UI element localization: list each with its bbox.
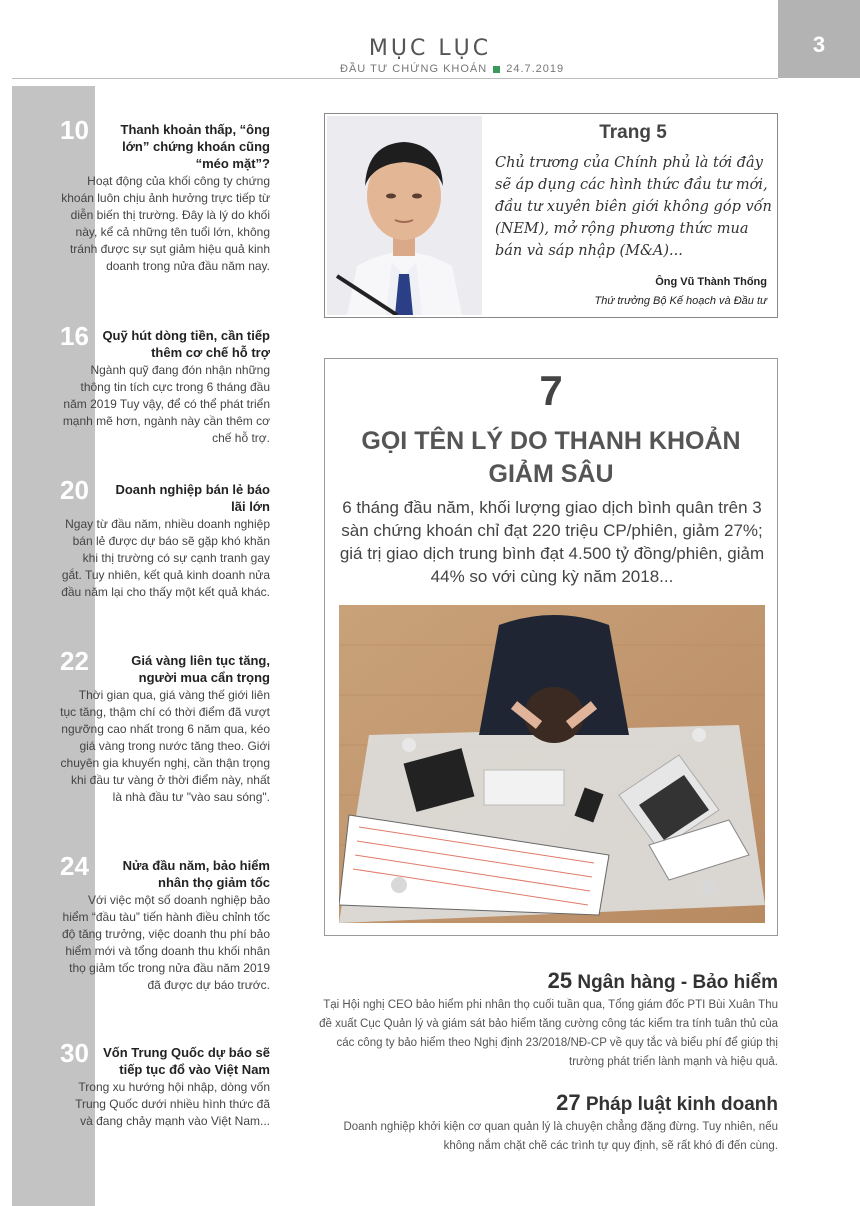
toc-page-number: 20 [60,475,89,505]
section-item[interactable] [318,968,778,1072]
quote-title: Trang 5 [599,122,667,143]
toc-summary: Thời gian qua, giá vàng thế giới liên tục tăng, thậm chí có thời điểm đã vượt ngưỡng cao nhất trong 6 năm qua, kéo giá vàng trong nước tăng theo. Giới chuyên gia khuyến nghị, cần thận trọng khi đầu tư vàng ở thời điểm này, nhất là nhà đầu tư "vào sau sóng". [60,688,270,804]
toc-page-number: 24 [60,851,89,881]
feature-page-number: 7 [539,367,563,414]
toc-item[interactable] [60,321,270,447]
section-page-number: 25 [547,968,573,993]
section-heading [318,1090,778,1116]
page-title: MỤC LỤC [368,36,492,61]
toc-item[interactable] [60,1038,270,1130]
toc-title: Thanh khoản thấp, “ông lớn” chứng khoán cũng “méo mặt”? [120,122,270,171]
section-page-number: 27 [556,1090,581,1115]
quote-role: Thứ trưởng Bộ Kế hoạch và Đầu tư [594,295,767,307]
section-title: Ngân hàng - Bảo hiểm [577,972,778,993]
publication-name: ĐẦU TƯ CHỨNG KHOÁN [340,63,488,75]
toc-title: Giá vàng liên tục tăng, người mua cẩn trọng [131,653,270,685]
issue-date: 24.7.2019 [506,63,565,75]
toc-page-number: 22 [60,646,89,676]
toc-summary: Trong xu hướng hội nhập, dòng vốn Trung Quốc dưới nhiều hình thức đã và đang chảy mạnh vào Việt Nam... [75,1080,270,1128]
toc-summary: Hoạt động của khối công ty chứng khoán luôn chịu ảnh hưởng trực tiếp từ diễn biến thị trường. Đây là lý do khối này, kể cả những tên tuổi lớn, không tránh được sự sụt giảm hiệu quả kinh doanh trong nửa đầu năm nay. [61,174,270,273]
quote-box[interactable] [324,113,778,318]
toc-item[interactable] [60,851,270,994]
feature-title [325,425,777,491]
toc-title: Vốn Trung Quốc dự báo sẽ tiếp tục đổ vào Việt Nam [103,1045,270,1077]
section-summary: Tại Hội nghị CEO bảo hiểm phi nhân thọ cuối tuần qua, Tổng giám đốc PTI Bùi Xuân Thu đề xuất Cục Quản lý và giám sát bảo hiểm tăng cường công tác kiểm tra tính tuân thủ của các công ty bảo hiểm theo Nghị định 23/2018/NĐ-CP về quy tắc và biểu phí để giúp thị trường phát triển lành mạnh và hiệu quả. [319,999,778,1068]
feature-summary: 6 tháng đầu năm, khối lượng giao dịch bình quân trên 3 sàn chứng khoán chỉ đạt 220 triệu CP/phiên, giảm 27%; giá trị giao dịch trung bình đạt 4.500 tỷ đồng/phiên, giảm 44% so với cùng kỳ năm 2018... [339,498,765,586]
toc-title: Quỹ hút dòng tiền, cần tiếp thêm cơ chế hỗ trợ [102,328,270,360]
portrait-photo [327,116,482,315]
quote-text: Chủ trương của Chính phủ là tới đây sẽ áp dụng các hình thức đầu tư mới, đầu tư xuyên biên giới không góp vốn (NEM), mở rộng phương thức mua bán và sáp nhập (M&A)... [495,155,772,259]
toc-item[interactable] [60,475,270,601]
header-divider [12,78,778,79]
section-heading [318,968,778,994]
feature-title-line: GỌI TÊN LÝ DO THANH KHOẢN [361,427,741,455]
toc-page-number: 10 [60,115,89,145]
feature-box[interactable] [324,358,778,936]
section-title: Pháp luật kinh doanh [585,1094,778,1115]
toc-summary: Với việc một số doanh nghiệp bảo hiểm “đầu tàu” tiến hành điều chỉnh tốc độ tăng trưởng, việc doanh thu phí bảo hiểm mới và tổng doanh thu khối nhân thọ giảm tốc trong nửa đầu năm 2019 đã được dự báo trước. [61,893,270,992]
publication-line [340,63,564,75]
toc-page-number: 16 [60,321,89,351]
feature-photo [339,605,765,923]
toc-page-number: 30 [60,1038,89,1068]
toc-summary: Ngay từ đầu năm, nhiều doanh nghiệp bán lẻ được dự báo sẽ gặp khó khăn khi thị trường có sự cạnh tranh gay gắt. Tuy nhiên, kết quả kinh doanh nửa đầu năm lại cho thấy một kết quả khác. [61,517,270,599]
section-summary: Doanh nghiệp khởi kiện cơ quan quản lý là chuyện chẳng đặng đừng. Tuy nhiên, nếu không nắm chặt chẽ các trình tự quy định, sẽ rất khó đi đến cùng. [343,1121,778,1152]
section-item[interactable] [318,1090,778,1156]
toc-item[interactable] [60,115,270,275]
toc-title: Doanh nghiệp bán lẻ báo lãi lớn [115,482,270,514]
green-square-icon [493,66,500,73]
quote-author: Ông Vũ Thành Thống [655,276,767,288]
feature-title-line: GIẢM SÂU [488,460,614,488]
page-number: 3 [778,0,860,78]
toc-title: Nửa đầu năm, bảo hiểm nhân thọ giảm tốc [122,858,270,890]
toc-summary: Ngành quỹ đang đón nhận những thông tin tích cực trong 6 tháng đầu năm 2019 Tuy vậy, để có thể phát triển mạnh mẽ hơn, ngành này cần thêm cơ chế hỗ trợ. [62,363,270,445]
toc-item[interactable] [60,646,270,806]
